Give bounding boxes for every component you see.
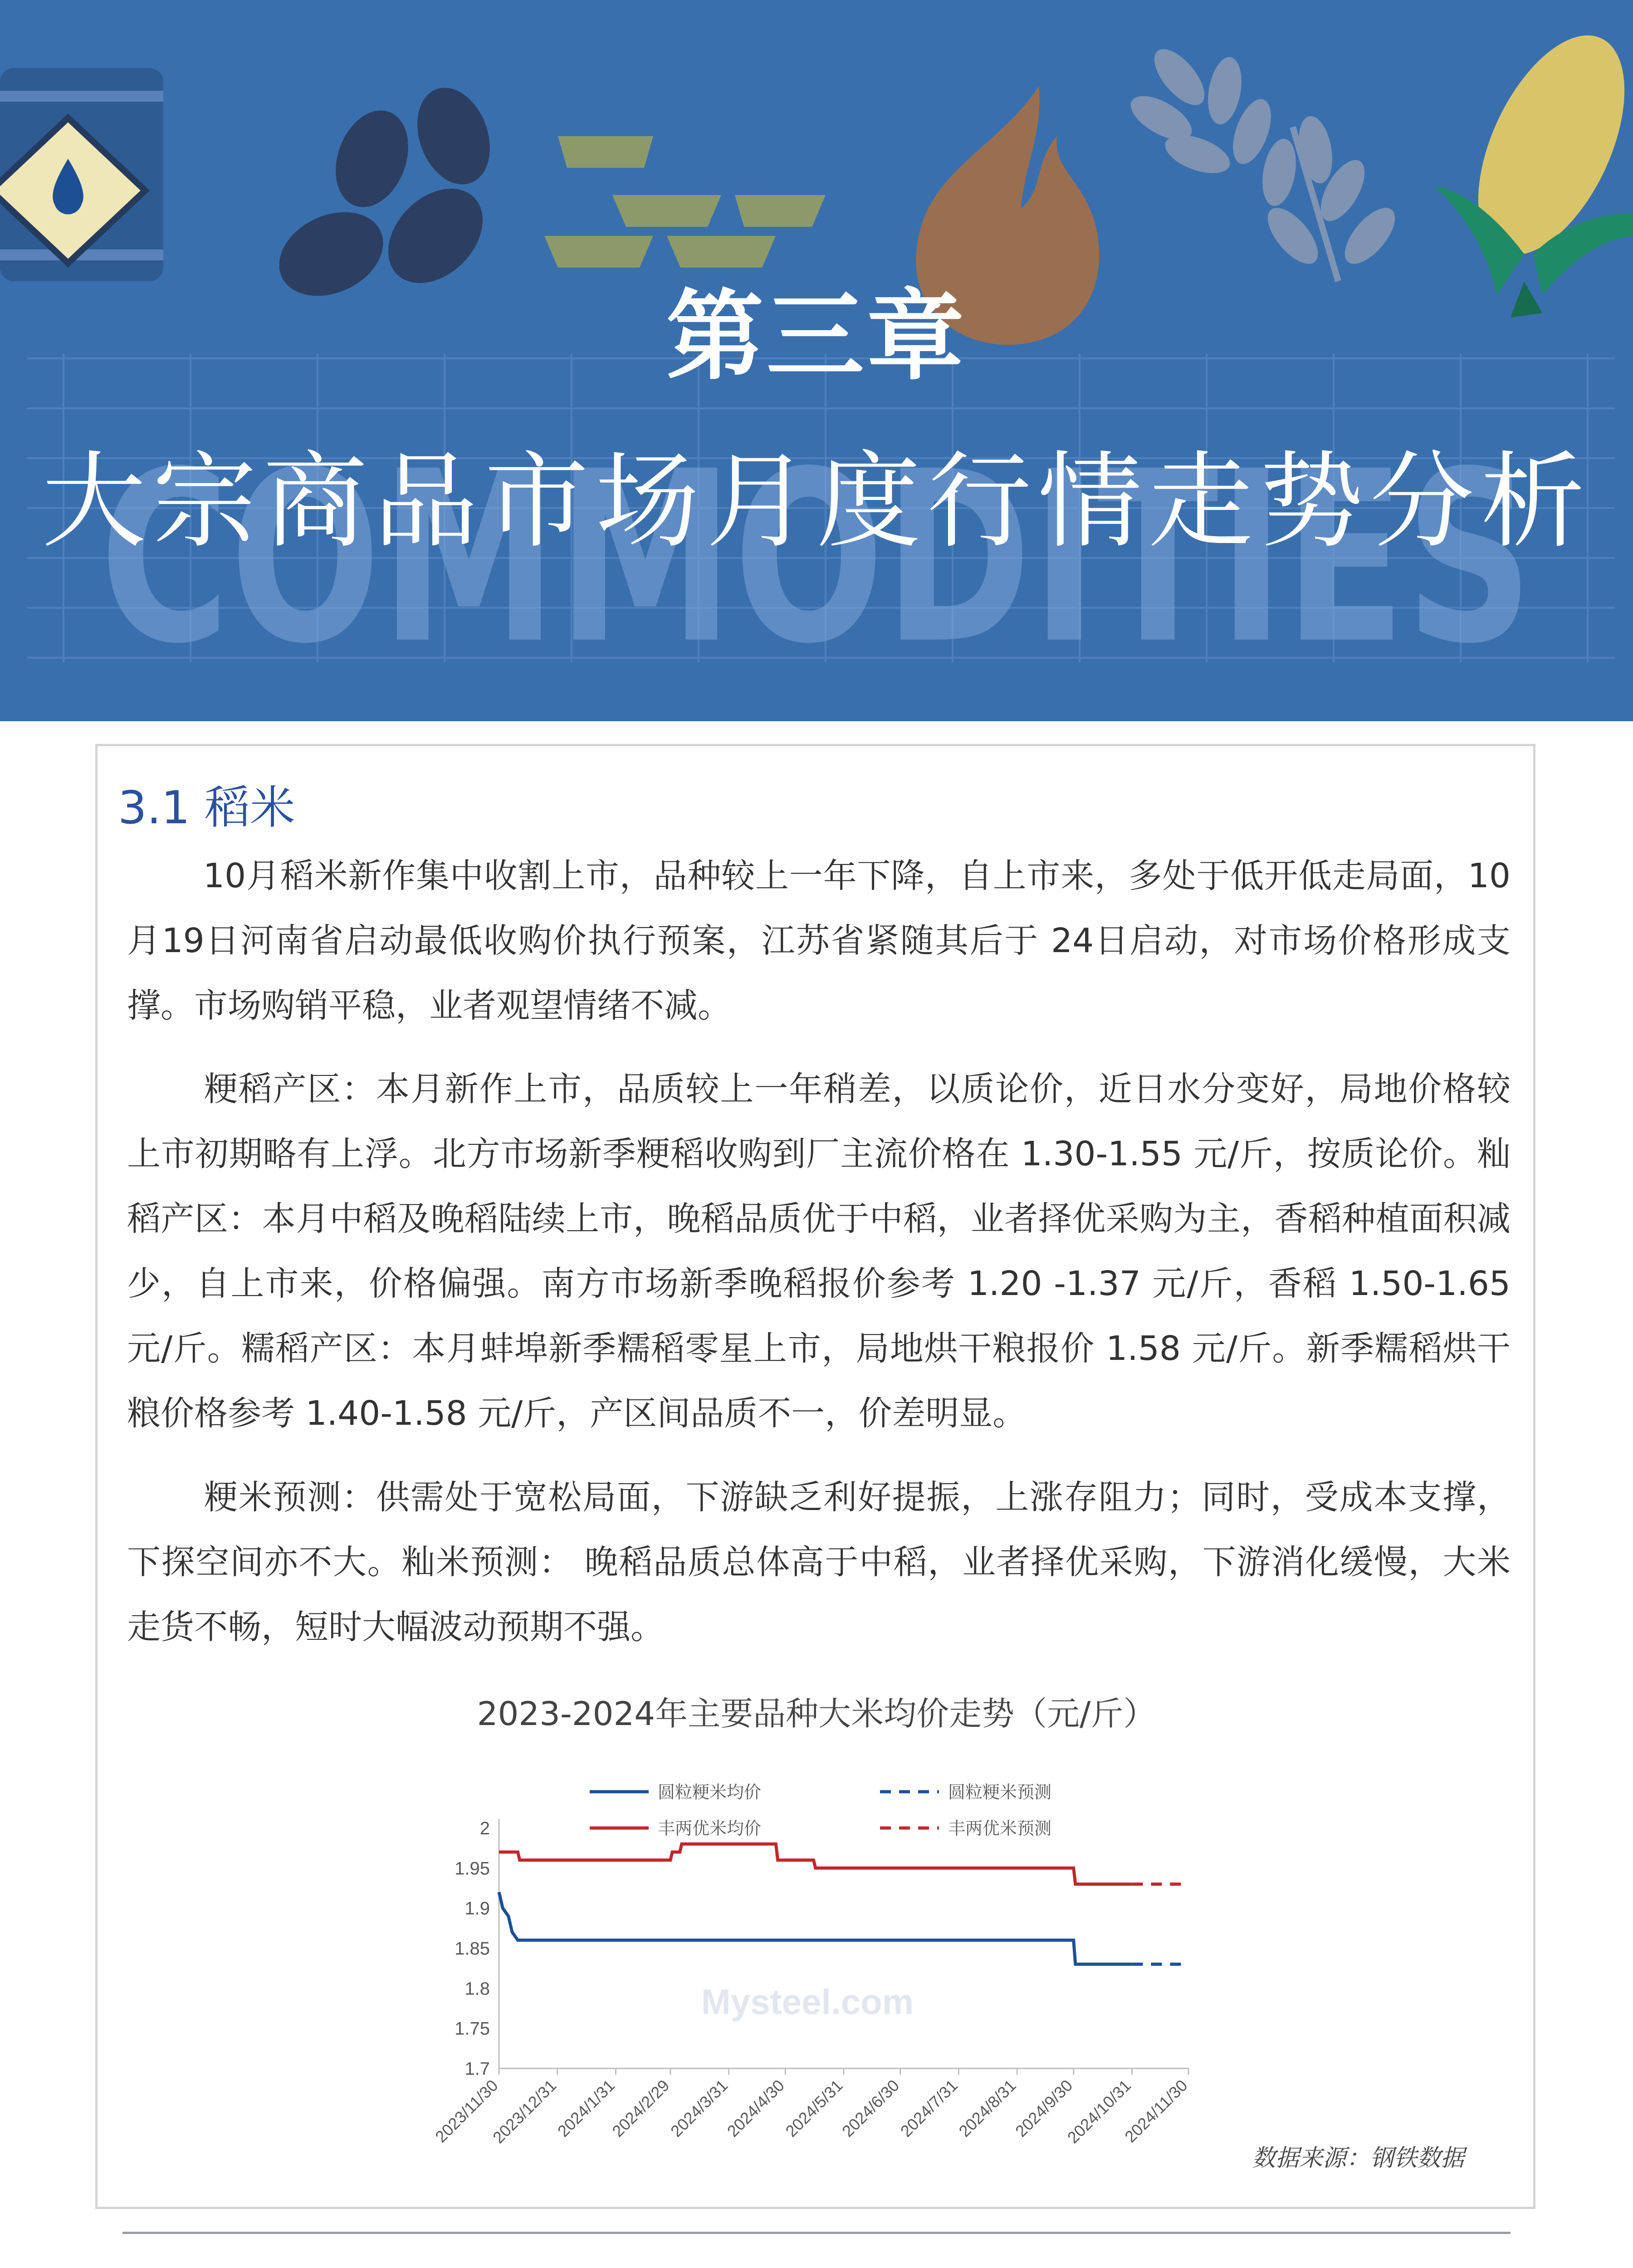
paragraph-1: 10月稻米新作集中收割上市，品种较上一年下降，自上市来，多处于低开低走局面，10月19日河南省启动最低收购价执行预案，江苏省紧随其后于 24日启动，对市场价格形成支撑。市场购销平稳，业者观望情绪不减。 xyxy=(127,856,1511,1025)
y-tick-label: 1.85 xyxy=(455,1939,490,1959)
series-line xyxy=(499,1892,1132,1964)
footer-divider xyxy=(122,2232,1511,2234)
header-banner xyxy=(0,0,1633,721)
legend-label: 圆粒粳米均价 xyxy=(658,1782,762,1802)
section-title: 3.1 稻米 xyxy=(118,781,295,834)
legend-label: 丰两优米均价 xyxy=(658,1818,762,1838)
page-number xyxy=(0,2263,1633,2268)
x-tick-label: 2024/8/31 xyxy=(955,2076,1020,2141)
series-line xyxy=(499,1844,1132,1884)
chart-series xyxy=(499,1844,1188,1964)
y-tick-label: 1.75 xyxy=(455,2019,490,2039)
page-title: 大宗商品市场月度行情走势分析 xyxy=(41,441,1591,562)
x-tick-label: 2024/7/31 xyxy=(896,2076,961,2141)
paragraph-2: 粳稻产区：本月新作上市，品质较上一年稍差，以质论价，近日水分变好，局地价格较上市初期略有上浮。北方市场新季粳稻收购到厂主流价格在 1.30-1.55 元/斤，按质论价。籼稻产区：本月中稻及晚稻陆续上市，晚稻品质优于中稻，业者择优采购为主，香稻种植面积减少，自上市来，价格偏强。南方市场新季晚稻报价参考 1.20 -1.37 元/斤，香稻 1.50-1.65 元/斤。糯稻产区：本月蚌埠新季糯稻零星上市，局地烘干粮报价 1.58 元/斤。新季糯稻烘干粮价格参考 1.40-1.58 元/斤，产区间品质不一，价差明显。 xyxy=(127,1070,1511,1433)
oil-barrel-icon xyxy=(0,68,163,281)
price-trend-chart xyxy=(408,1760,1225,2159)
x-tick-label: 2024/2/29 xyxy=(608,2076,673,2141)
x-tick-label: 2024/3/31 xyxy=(667,2076,732,2141)
x-tick-label: 2024/5/31 xyxy=(782,2076,846,2141)
watermark-text: Mysteel.com xyxy=(701,1982,914,2022)
y-tick-label: 2 xyxy=(479,1818,490,1838)
legend-label: 丰两优米预测 xyxy=(948,1818,1052,1838)
chapter-label: 第三章 xyxy=(666,279,967,393)
data-source: 数据来源：钢铁数据 xyxy=(1252,2145,1465,2172)
legend-label: 圆粒粳米预测 xyxy=(948,1782,1052,1802)
x-tick-label: 2024/10/31 xyxy=(1063,2076,1135,2147)
x-tick-label: 2024/6/30 xyxy=(838,2076,903,2141)
chart-legend xyxy=(590,1782,1051,1838)
chart-title: 2023-2024年主要品种大米均价走势（元/斤） xyxy=(477,1695,1156,1733)
x-tick-label: 2024/4/30 xyxy=(723,2076,788,2141)
y-tick-label: 1.9 xyxy=(464,1898,490,1919)
y-tick-label: 1.7 xyxy=(464,2059,490,2079)
wheat-icon xyxy=(1124,41,1404,281)
x-tick-label: 2024/9/30 xyxy=(1012,2076,1076,2141)
y-tick-label: 1.8 xyxy=(464,1979,490,1999)
x-tick-label: 2024/11/30 xyxy=(1121,2076,1191,2146)
x-tick-label: 2023/12/31 xyxy=(489,2076,560,2147)
y-tick-label: 1.95 xyxy=(455,1858,490,1879)
x-tick-label: 2024/1/31 xyxy=(553,2076,619,2141)
x-tick-label: 2023/11/30 xyxy=(431,2076,502,2146)
paragraph-3: 粳米预测：供需处于宽松局面，下游缺乏利好提振，上涨存阻力；同时，受成本支撑，下探空间亦不大。籼米预测： 晚稻品质总体高于中稻，业者择优采购，下游消化缓慢，大米走货不畅，短时大幅波动预期不强。 xyxy=(127,1478,1511,1647)
watermark xyxy=(701,1982,914,2022)
background-word: COMMODITIES xyxy=(100,420,1533,695)
